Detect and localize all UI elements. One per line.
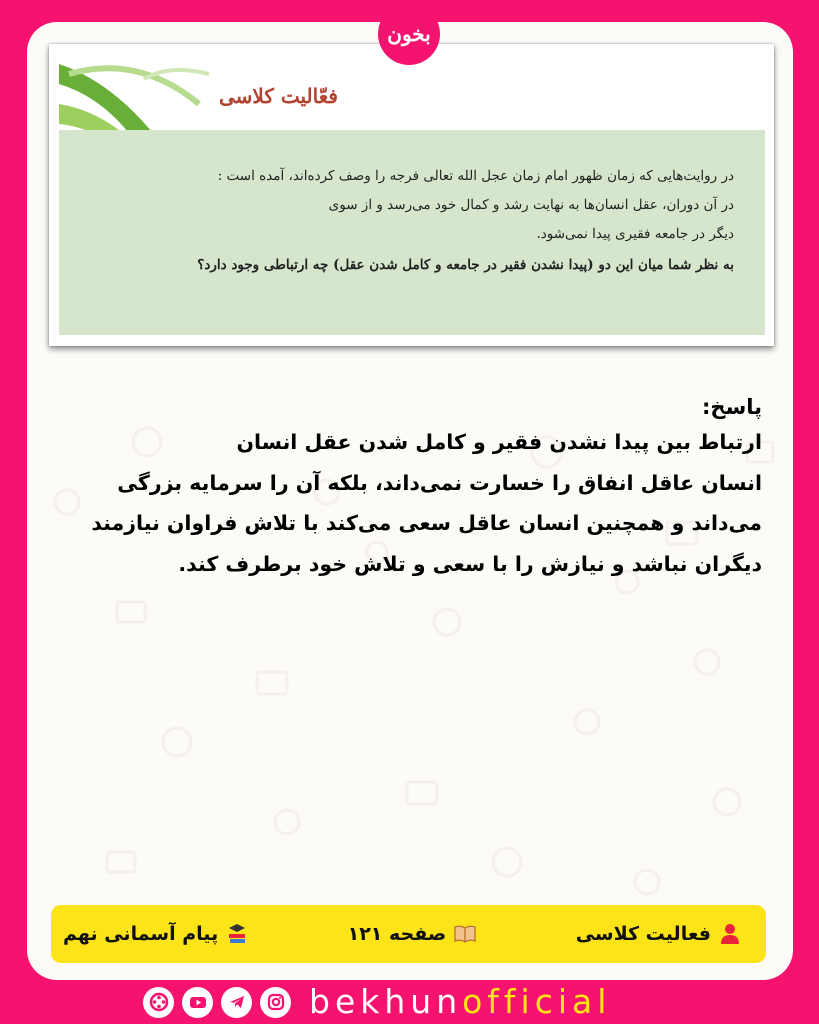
excerpt-line: دیگر در جامعه فقیری پیدا نمی‌شود. xyxy=(536,226,734,242)
footer-info-bar xyxy=(51,905,766,963)
film-reel-glyph xyxy=(149,992,169,1012)
answer-line: ارتباط بین پیدا نشدن فقیر و کامل شدن عقل انسان xyxy=(236,430,762,454)
books-graduation-icon xyxy=(225,922,249,946)
instagram-glyph xyxy=(266,992,286,1012)
answer-line: انسان عاقل انفاق را خسارت نمی‌داند، بلکه آن را سرمایه بزرگی xyxy=(117,470,762,495)
social-bar xyxy=(143,980,611,1024)
brand-part-1: bekhun xyxy=(309,982,463,1021)
footer-activity xyxy=(576,922,742,946)
footer-book xyxy=(63,922,249,946)
instagram-icon[interactable] xyxy=(260,987,291,1018)
footer-activity-text: فعالیت کلاسی xyxy=(575,923,711,945)
textbook-excerpt xyxy=(49,44,774,346)
excerpt-line: در روایت‌هایی که زمان ظهور امام زمان عجل الله تعالی فرجه را وصف کرده‌اند، آمده است : xyxy=(217,168,734,184)
answer-section xyxy=(82,392,762,584)
telegram-icon[interactable] xyxy=(221,987,252,1018)
footer-page xyxy=(348,922,478,946)
answer-line: می‌داند و همچنین انسان عاقل سعی می‌کند با تلاش فراوان نیازمند xyxy=(91,511,762,535)
telegram-glyph xyxy=(227,992,247,1012)
footer-page-text: صفحه ۱۲۱ xyxy=(347,923,447,945)
excerpt-text xyxy=(174,162,734,280)
answer-label: پاسخ: xyxy=(702,395,762,419)
excerpt-title: فعّالیت کلاسی xyxy=(219,84,338,108)
logo-text: بخون xyxy=(387,22,431,46)
excerpt-question: به نظر شما میان این دو (پیدا نشدن فقیر در جامعه و کامل شدن عقل) چه ارتباطی وجود دارد؟ xyxy=(197,257,734,273)
answer-line: دیگران نباشد و نیازش را با سعی و تلاش خود برطرف کند. xyxy=(178,551,762,576)
youtube-glyph xyxy=(188,992,208,1012)
bekhun-logo xyxy=(378,3,440,65)
brand-wordmark xyxy=(309,980,611,1024)
footer-book-text: پیام آسمانی نهم xyxy=(63,923,219,945)
film-reel-icon[interactable] xyxy=(143,987,174,1018)
excerpt-line: در آن دوران، عقل انسان‌ها به نهایت رشد و کمال خود می‌رسد و از سوی xyxy=(328,197,734,213)
brand-part-2: official xyxy=(462,982,612,1021)
youtube-icon[interactable] xyxy=(182,987,213,1018)
open-book-icon xyxy=(453,922,477,946)
person-icon xyxy=(718,922,742,946)
